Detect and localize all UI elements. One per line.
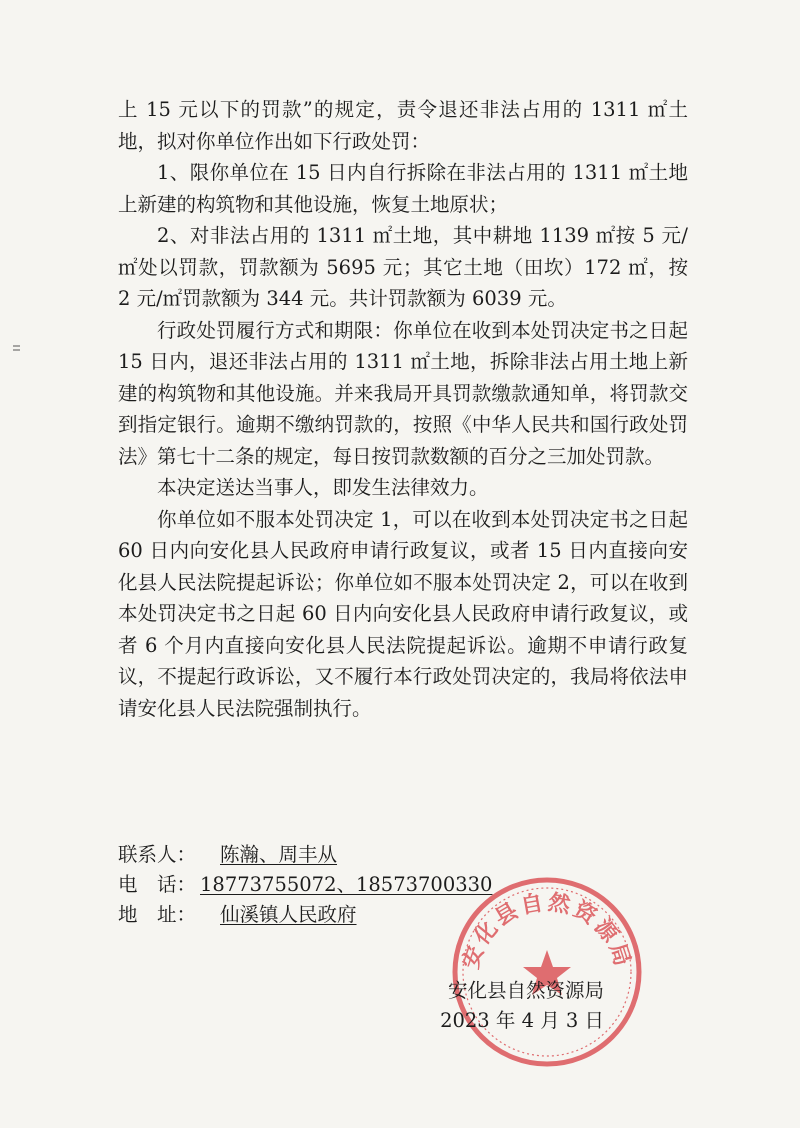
signature-block (440, 976, 604, 1036)
official-seal (447, 872, 647, 1072)
contact-info (118, 840, 492, 930)
contact-phone-value: 18773755072、18573700330 (200, 873, 493, 896)
seal-text: 安化县自然资源局 (457, 889, 637, 972)
paragraph-penalty-basis: 上 15 元以下的罚款”的规定，责令退还非法占用的 1311 ㎡土地，拟对你单位作出如下行政处罚： (118, 98, 688, 153)
issue-date: 2023 年 4 月 3 日 (440, 1009, 604, 1032)
paragraph-effect: 本决定送达当事人，即发生法律效力。 (157, 476, 489, 499)
decision-body (118, 94, 688, 724)
contact-phone-label: 电 话： (118, 873, 197, 896)
contact-phone-row (118, 870, 492, 900)
contact-person-label: 联系人： (118, 843, 197, 866)
margin-mark (12, 345, 22, 351)
contact-person-row (118, 840, 492, 870)
paragraph-penalty-item-1: 1、限你单位在 15 日内自行拆除在非法占用的 1311 ㎡土地上新建的构筑物和其他设施，恢复土地原状； (118, 161, 688, 216)
paragraph-penalty-item-2: 2、对非法占用的 1311 ㎡土地，其中耕地 1139 ㎡按 5 元/㎡处以罚款，罚款额为 5695 元；其它土地（田坎）172 ㎡，按 2 元/㎡罚款额为 344 元。共计罚款额为 6039 元。 (118, 224, 688, 310)
paragraph-appeal-rights: 你单位如不服本处罚决定 1，可以在收到本处罚决定书之日起 60 日内向安化县人民政府申请行政复议，或者 15 日内直接向安化县人民法院提起诉讼；你单位如不服本处罚决定 2，可以在收到本处罚决定书之日起 60 日内向安化县人民政府申请行政复议，或者 6 个月内直接向安化县人民法院提起诉讼。逾期不申请行政复议，不提起行政诉讼，又不履行本行政处罚决定的，我局将依法申请安化县人民法院强制执行。 (118, 507, 688, 720)
contact-person-value: 陈瀚、周丰从 (220, 843, 338, 866)
contact-address-label: 地 址： (118, 903, 197, 926)
contact-address-row (118, 900, 492, 930)
issuing-authority: 安化县自然资源局 (447, 979, 604, 1002)
contact-address-value: 仙溪镇人民政府 (220, 903, 357, 926)
paragraph-performance-terms: 行政处罚履行方式和期限：你单位在收到本处罚决定书之日起 15 日内，退还非法占用的 1311 ㎡土地，拆除非法占用土地上新建的构筑物和其他设施。并来我局开具罚款缴款通知单，将罚款交到指定银行。逾期不缴纳罚款的，按照《中华人民共和国行政处罚法》第七十二条的规定，每日按罚款数额的百分之三加处罚款。 (118, 318, 688, 468)
